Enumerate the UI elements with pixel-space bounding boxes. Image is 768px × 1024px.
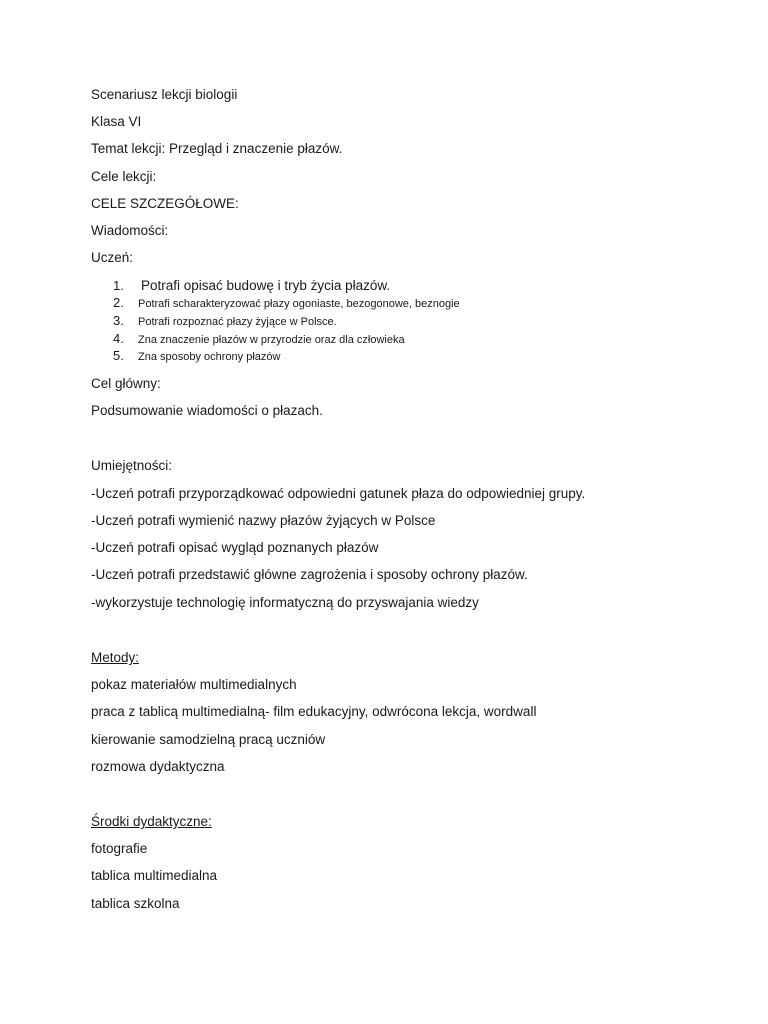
list-number: 3. <box>113 313 124 328</box>
document-title: Scenariusz lekcji biologii <box>91 87 238 102</box>
list-text: Potrafi opisać budowę i tryb życia płazów. <box>141 278 391 293</box>
skills-heading: Umiejętności: <box>91 458 173 473</box>
method-item: kierowanie samodzielną pracą uczniów <box>91 732 326 747</box>
list-number: 5. <box>113 348 124 363</box>
methods-heading: Metody: <box>91 650 140 665</box>
goals-heading: Cele lekcji: <box>91 169 157 184</box>
list-text: Potrafi rozpoznać płazy żyjące w Polsce. <box>138 316 337 328</box>
class-line: Klasa VI <box>91 114 142 129</box>
list-text: Zna sposoby ochrony płazów <box>138 351 281 363</box>
aids-heading: Środki dydaktyczne: <box>91 814 212 829</box>
method-item: praca z tablicą multimedialną- film edukacyjny, odwrócona lekcja, wordwall <box>91 704 537 719</box>
list-number: 1. <box>113 278 124 293</box>
main-goal-text: Podsumowanie wiadomości o płazach. <box>91 403 323 418</box>
list-number: 4. <box>113 331 124 346</box>
skill-item: -Uczeń potrafi wymienić nazwy płazów żyjących w Polsce <box>91 513 436 528</box>
aid-item: tablica multimedialna <box>91 868 218 883</box>
lesson-topic: Temat lekcji: Przegląd i znaczenie płazów. <box>91 141 343 156</box>
main-goal-heading: Cel główny: <box>91 376 161 391</box>
method-item: rozmowa dydaktyczna <box>91 759 225 774</box>
method-item: pokaz materiałów multimedialnych <box>91 677 297 692</box>
skill-item: -Uczeń potrafi opisać wygląd poznanych płazów <box>91 540 379 555</box>
knowledge-heading: Wiadomości: <box>91 223 169 238</box>
list-text: Zna znaczenie płazów w przyrodzie oraz dla człowieka <box>138 334 405 346</box>
student-heading: Uczeń: <box>91 250 134 265</box>
detailed-goals-heading: CELE SZCZEGÓŁOWE: <box>91 196 239 211</box>
skill-item: -Uczeń potrafi przyporządkować odpowiedni gatunek płaza do odpowiedniej grupy. <box>91 486 586 501</box>
list-text: Potrafi scharakteryzować płazy ogoniaste, bezogonowe, beznogie <box>138 298 460 310</box>
skill-item: -Uczeń potrafi przedstawić główne zagrożenia i sposoby ochrony płazów. <box>91 567 528 582</box>
aid-item: tablica szkolna <box>91 896 180 911</box>
skill-item: -wykorzystuje technologię informatyczną do przyswajania wiedzy <box>91 595 479 610</box>
aid-item: fotografie <box>91 841 148 856</box>
list-number: 2. <box>113 295 124 310</box>
